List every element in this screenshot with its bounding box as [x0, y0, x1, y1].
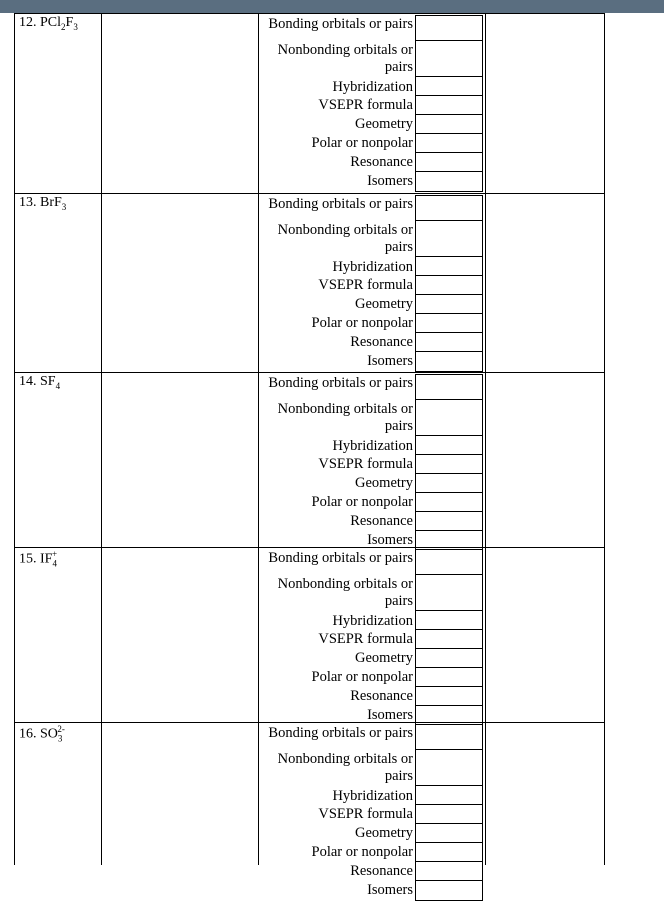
property-label: VSEPR formula [318, 806, 413, 822]
answer-box[interactable] [415, 842, 483, 862]
answer-box[interactable] [415, 880, 483, 901]
property-label: VSEPR formula [318, 277, 413, 293]
molecule-formula: BrF [40, 195, 62, 210]
molecule-formula: PCl [40, 15, 62, 30]
molecule-block [0, 547, 606, 726]
property-label: Isomers [367, 173, 413, 189]
property-label: Polar or nonpolar [311, 135, 413, 151]
answer-box[interactable] [415, 152, 483, 172]
property-label: Nonbonding orbitals or [277, 576, 413, 592]
molecule-number: 12. [19, 15, 40, 30]
answer-box[interactable] [415, 861, 483, 881]
molecule-label [19, 15, 78, 32]
answer-box[interactable] [415, 724, 483, 750]
property-label: pairs [384, 593, 413, 609]
answer-box[interactable] [415, 313, 483, 333]
answer-box[interactable] [415, 133, 483, 153]
answer-box[interactable] [415, 195, 483, 221]
answer-box[interactable] [415, 574, 483, 611]
answer-box[interactable] [415, 473, 483, 493]
property-label: Nonbonding orbitals or [277, 42, 413, 58]
molecule-label [19, 195, 66, 212]
property-label: Nonbonding orbitals or [277, 751, 413, 767]
answer-box[interactable] [415, 15, 483, 41]
answer-box[interactable] [415, 399, 483, 436]
property-label: Isomers [367, 532, 413, 548]
property-label: Geometry [355, 296, 413, 312]
property-label: pairs [384, 418, 413, 434]
property-label: Geometry [355, 825, 413, 841]
property-label: pairs [384, 59, 413, 75]
answer-box[interactable] [415, 114, 483, 134]
formula-subscript: 3 [61, 201, 67, 212]
property-label: Resonance [350, 863, 413, 879]
answer-box[interactable] [415, 454, 483, 474]
answer-box[interactable] [415, 749, 483, 786]
molecule-label [19, 549, 57, 568]
answer-box[interactable] [415, 256, 483, 276]
property-label: Hybridization [332, 613, 413, 629]
formula-subscript: 2 [61, 21, 66, 32]
property-label: Bonding orbitals or pairs [268, 375, 413, 391]
property-label: VSEPR formula [318, 631, 413, 647]
answer-box[interactable] [415, 95, 483, 115]
property-label: Isomers [367, 353, 413, 369]
property-label: Isomers [367, 707, 413, 723]
property-label: Bonding orbitals or pairs [268, 16, 413, 32]
formula-subscript: 4 [52, 558, 57, 569]
property-label: Hybridization [332, 259, 413, 275]
property-label: Nonbonding orbitals or [277, 222, 413, 238]
answer-box[interactable] [415, 667, 483, 687]
answer-box[interactable] [415, 648, 483, 668]
property-label: Resonance [350, 154, 413, 170]
answer-box[interactable] [415, 351, 483, 372]
formula-charge: 2- [57, 724, 65, 734]
property-label: Geometry [355, 116, 413, 132]
answer-box[interactable] [415, 610, 483, 630]
property-label: Bonding orbitals or pairs [268, 196, 413, 212]
answer-box[interactable] [415, 374, 483, 400]
property-label: Resonance [350, 688, 413, 704]
answer-box[interactable] [415, 629, 483, 649]
molecule-formula: SF [40, 374, 56, 389]
molecule-block [0, 722, 606, 901]
answer-box[interactable] [415, 171, 483, 192]
property-label: Hybridization [332, 79, 413, 95]
property-label: VSEPR formula [318, 97, 413, 113]
property-label: Resonance [350, 513, 413, 529]
property-label: Hybridization [332, 438, 413, 454]
property-label: Polar or nonpolar [311, 315, 413, 331]
answer-box[interactable] [415, 549, 483, 575]
formula-charge: + [51, 549, 58, 559]
property-label: Bonding orbitals or pairs [268, 725, 413, 741]
molecule-formula: SO [40, 726, 58, 742]
molecule-formula: IF [40, 551, 53, 567]
answer-box[interactable] [415, 435, 483, 455]
property-label: Resonance [350, 334, 413, 350]
answer-box[interactable] [415, 804, 483, 824]
formula-subscript: 4 [55, 380, 61, 391]
molecule-label [19, 374, 60, 391]
molecule-block [0, 13, 606, 192]
molecule-number: 15. [19, 551, 40, 567]
property-label: Polar or nonpolar [311, 494, 413, 510]
property-label: VSEPR formula [318, 456, 413, 472]
formula-subscript: 3 [57, 733, 63, 744]
property-label: Polar or nonpolar [311, 669, 413, 685]
property-label: Bonding orbitals or pairs [268, 550, 413, 566]
property-label: Isomers [367, 882, 413, 898]
property-label: Hybridization [332, 788, 413, 804]
answer-box[interactable] [415, 294, 483, 314]
answer-box[interactable] [415, 76, 483, 96]
molecule-block [0, 372, 606, 551]
property-label: pairs [384, 768, 413, 784]
property-label: Nonbonding orbitals or [277, 401, 413, 417]
property-label: Geometry [355, 650, 413, 666]
molecule-number: 14. [19, 374, 40, 389]
answer-box[interactable] [415, 332, 483, 352]
property-label: pairs [384, 239, 413, 255]
window-top-bar [0, 0, 664, 13]
property-label: Polar or nonpolar [311, 844, 413, 860]
answer-box[interactable] [415, 785, 483, 805]
molecule-block [0, 193, 606, 372]
answer-box[interactable] [415, 492, 483, 512]
answer-box[interactable] [415, 40, 483, 77]
property-label: Geometry [355, 475, 413, 491]
answer-box[interactable] [415, 275, 483, 295]
answer-box[interactable] [415, 220, 483, 257]
answer-box[interactable] [415, 511, 483, 531]
top-bar-tab [604, 0, 664, 13]
molecule-number: 13. [19, 195, 40, 210]
molecule-formula-part: F [65, 15, 74, 30]
answer-box[interactable] [415, 686, 483, 706]
formula-subscript: 3 [73, 21, 78, 32]
worksheet-table [0, 13, 606, 898]
molecule-number: 16. [19, 726, 40, 742]
answer-box[interactable] [415, 823, 483, 843]
molecule-label [19, 724, 65, 743]
